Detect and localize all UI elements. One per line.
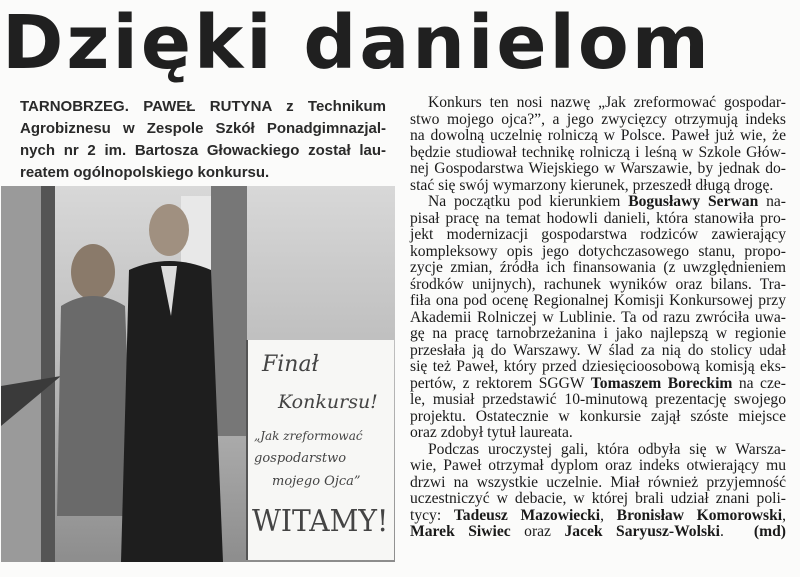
- body-line: [410, 442, 786, 459]
- sign-text: Finał: [262, 352, 319, 377]
- body-line: [410, 475, 786, 492]
- lead-line: nych nr 2 im. Bartosza Głowackiego został lau-: [20, 142, 386, 159]
- sign-text: WITAMY!: [252, 504, 389, 539]
- bold-name: Jacek Saryusz-Wolski: [564, 523, 721, 540]
- body-text: będzie studiował technikę rolniczą i leśną w Szkole Głów-: [410, 143, 786, 161]
- body-text: na-: [758, 193, 786, 210]
- body-text: ,: [600, 506, 617, 524]
- welcome-sign: [246, 340, 394, 560]
- body-text: oraz: [510, 523, 565, 540]
- body-line: [410, 128, 786, 145]
- bold-name: Bronisław Komorowski: [616, 506, 783, 524]
- body-line: [410, 392, 786, 409]
- door-frame: [41, 186, 55, 562]
- body-text: Podczas uroczystej gali, która odbyła się w Warsza-: [428, 440, 786, 458]
- body-text: przesłała ją do Warszawy. W ślad za nią do stolicy udał: [410, 341, 786, 359]
- article-photo: [1, 186, 395, 562]
- body-line: [410, 293, 786, 310]
- body-text: gę na pracę tarnobrzeżanina i jako najlepszą w regionie: [410, 325, 786, 342]
- body-text: .: [720, 523, 724, 540]
- body-text: środków unijnych), rachunek wyników oraz bilans. Tra-: [410, 275, 786, 293]
- bold-name: Tadeusz Mazowiecki: [453, 506, 601, 524]
- body-line: [410, 343, 786, 360]
- body-line: [410, 194, 786, 211]
- body-text: wie, Paweł otrzymał dyplom oraz indeks otwierający mu: [410, 457, 786, 474]
- sign-text: gospodarstwo: [254, 451, 347, 466]
- body-line: [410, 409, 786, 426]
- body-text: kompleksowy opis jego dotychczasowego stanu, propo-: [410, 242, 786, 260]
- body-text: oraz zdobył tytuł laureata.: [410, 424, 573, 441]
- lead-paragraph: [20, 96, 386, 184]
- body-text: ,: [782, 506, 786, 524]
- headline: Dzięki danielom: [2, 0, 712, 86]
- body-line: [410, 310, 786, 327]
- sign-text: Konkursu!: [278, 391, 378, 413]
- body-line: [410, 244, 786, 261]
- body-text: na cze-: [732, 374, 786, 392]
- body-text: Akademii Rolniczej w Lublinie. Ta od razu zwróciła uwa-: [410, 308, 786, 326]
- lead-line: reatem ogólnopolskiego konkursu.: [20, 164, 270, 181]
- body-text: tycy:: [410, 506, 454, 524]
- body-text: się też Paweł, który przed dziesięcioosobową komisją eks-: [410, 358, 786, 375]
- bold-name: Bogusławy Serwan: [628, 193, 759, 210]
- woman-head: [71, 244, 115, 300]
- lead-line: Agrobiznesu w Zespole Szkół Ponadgimnazjal-: [20, 120, 386, 137]
- body-text: zycje zmian, źródła ich finansowania (z uwzględnieniem: [410, 259, 786, 276]
- body-line: [410, 425, 786, 442]
- left-wall: [1, 186, 41, 562]
- body-text: stwo mojego ojca?”, a jego zwycięzcy otrzymują indeks: [410, 110, 786, 128]
- body-text: Konkurs ten nosi nazwę „Jak zreformować gospodar-: [428, 94, 786, 111]
- body-line: [410, 145, 786, 162]
- body-text: le, musiał przedstawić 10-minutową prezentację swojego: [410, 391, 786, 408]
- body-line: [410, 458, 786, 475]
- body-line: [410, 508, 786, 525]
- body-line: [410, 178, 786, 195]
- bold-name: Marek Siwiec: [410, 523, 511, 540]
- body-line: [410, 359, 786, 376]
- body-line: [410, 277, 786, 294]
- corridor-pillar: [211, 186, 247, 436]
- bold-name: (md): [753, 523, 786, 540]
- body-line: [410, 227, 786, 244]
- body-line: [410, 260, 786, 277]
- woman-dress: [57, 296, 133, 516]
- body-text: projektu. Ostatecznie w konkursie zajął szóste miejsce: [410, 407, 786, 425]
- body-text: drzwi na wszystkie uczelnie. Miał również przyjemność: [410, 473, 786, 491]
- body-text: nej Gospodarstwa Wiejskiego w Warszawie, by jednak do-: [410, 160, 786, 177]
- article-body: [410, 95, 786, 541]
- body-text: stać się swój wymarzony kierunek, przeszedł długą drogę.: [410, 176, 774, 194]
- body-line: [410, 161, 786, 178]
- body-text: Na początku pod kierunkiem: [428, 193, 629, 210]
- body-text: fiła ona pod ocenę Regionalnej Komisji Konkursowej przy: [410, 292, 786, 309]
- body-line: [410, 95, 786, 112]
- sign-text: mojego Ojca”: [272, 474, 361, 489]
- body-text: pisał pracę na temat hodowli danieli, która stanowiła pro-: [410, 209, 786, 227]
- sign-text: „Jak zreformować: [254, 429, 363, 443]
- bold-name: Tomaszem Boreckim: [590, 374, 733, 392]
- body-line: [410, 491, 786, 508]
- body-line: [410, 524, 786, 541]
- man-head: [149, 204, 189, 256]
- lead-line: TARNOBRZEG. PAWEŁ RUTYNA z Technikum: [20, 98, 386, 115]
- body-line: [410, 376, 786, 393]
- body-text: na dowolną uczelnię rolniczą w Polsce. Paweł już wie, że: [410, 127, 786, 144]
- body-text: jekt modernizacji gospodarstwa rodziców zawierający: [410, 226, 786, 243]
- body-line: [410, 112, 786, 129]
- body-text: uczestniczyć w debacie, w której brali udział znani poli-: [410, 490, 786, 507]
- body-line: [410, 211, 786, 228]
- body-line: [410, 326, 786, 343]
- body-text: pertów, z rektorem SGGW: [410, 374, 591, 392]
